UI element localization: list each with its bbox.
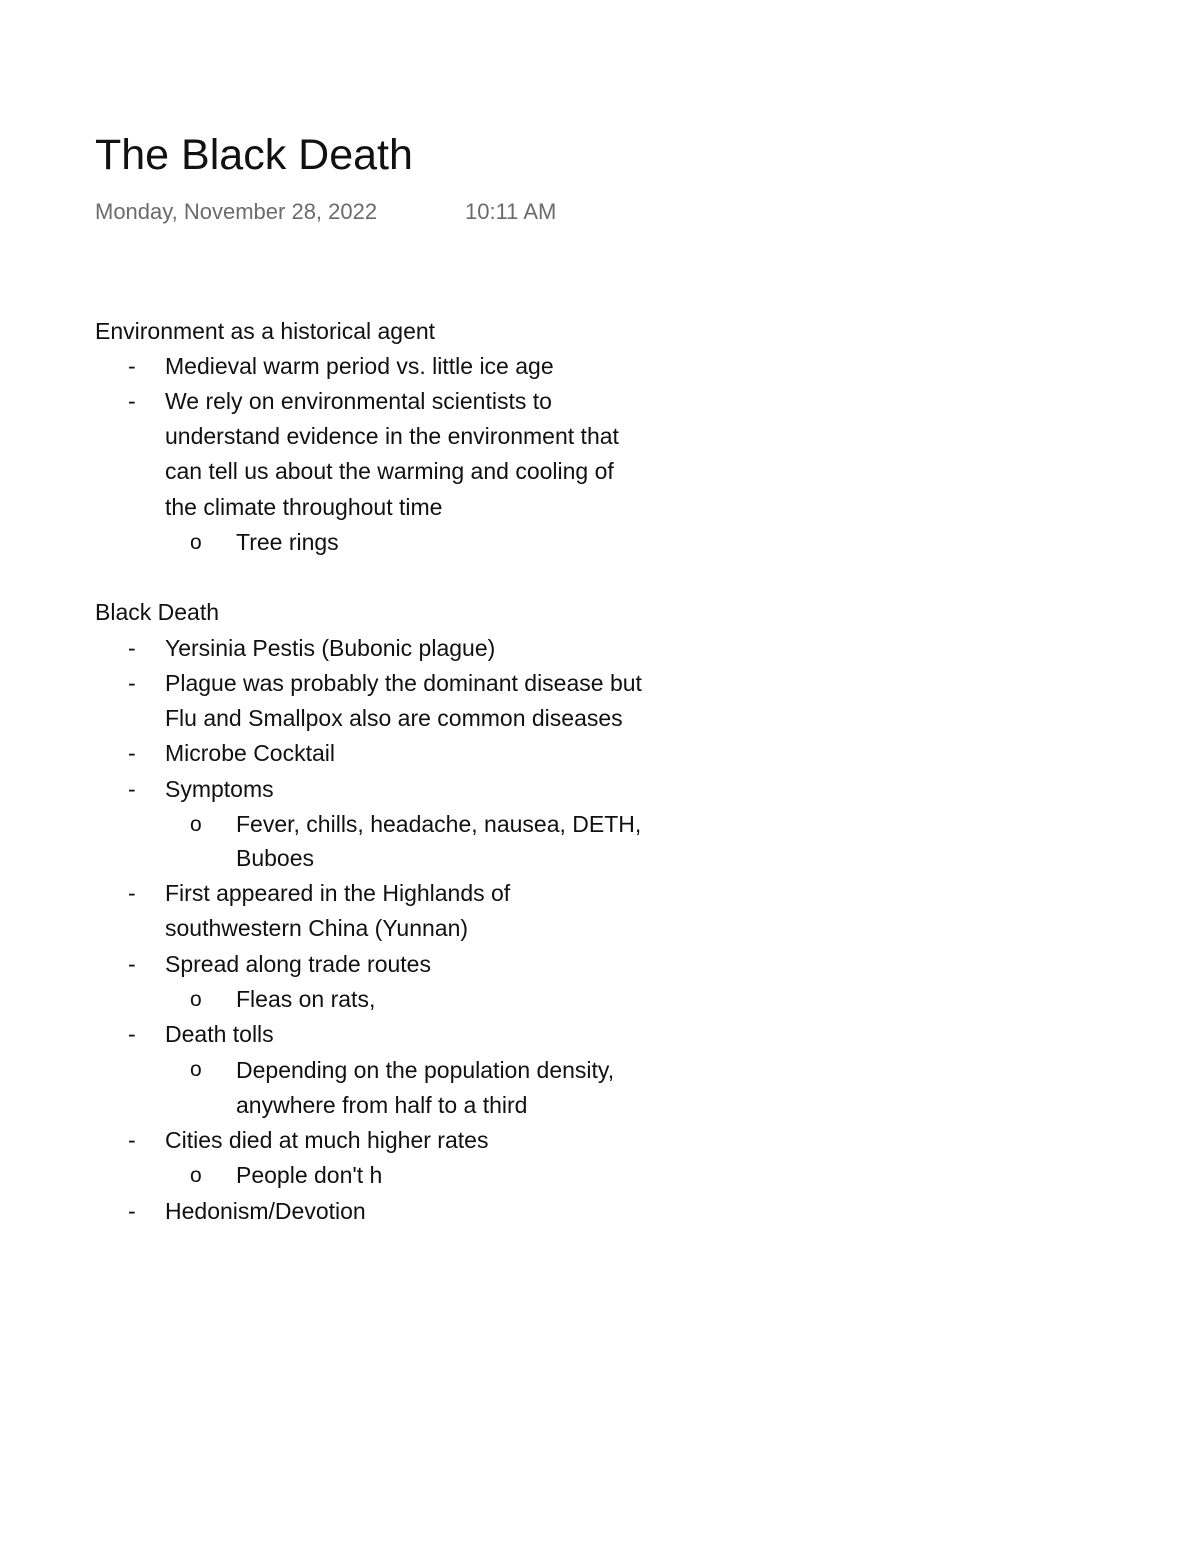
bullet-dash: -	[128, 880, 136, 906]
list-item-text: Symptoms	[165, 776, 274, 802]
list-item-text: southwestern China (Yunnan)	[165, 915, 469, 941]
list-item-text: understand evidence in the environment that	[165, 423, 619, 449]
list-item-text: Spread along trade routes	[165, 951, 431, 977]
list-item-text: We rely on environmental scientists to	[165, 388, 552, 414]
sub-item-text: Buboes	[236, 845, 315, 871]
bullet-circle: o	[190, 988, 202, 1011]
bullet-circle: o	[190, 813, 202, 836]
note-time: 10:11 AM	[465, 199, 557, 224]
list-item-text: Yersinia Pestis (Bubonic plague)	[165, 635, 496, 661]
bullet-dash: -	[128, 776, 136, 802]
bullet-dash: -	[128, 951, 136, 977]
bullet-dash: -	[128, 353, 136, 379]
sub-item-text: Fleas on rats,	[236, 986, 376, 1012]
section-heading-black-death: Black Death	[95, 599, 220, 625]
bullet-dash: -	[128, 670, 136, 696]
bullet-dash: -	[128, 1127, 136, 1153]
list-item-text: Death tolls	[165, 1021, 274, 1047]
bullet-circle: o	[190, 531, 202, 554]
list-item-text: Cities died at much higher rates	[165, 1127, 489, 1153]
section-heading-environment: Environment as a historical agent	[95, 318, 436, 344]
bullet-dash: -	[128, 388, 136, 414]
list-item-text: Microbe Cocktail	[165, 740, 335, 766]
list-item-text: can tell us about the warming and cooling of	[165, 458, 614, 484]
page-title: The Black Death	[95, 131, 413, 179]
sub-item-text: Depending on the population density,	[236, 1057, 615, 1083]
bullet-dash: -	[128, 1198, 136, 1224]
list-item-text: Plague was probably the dominant disease but	[165, 670, 642, 696]
list-item-text: Flu and Smallpox also are common diseases	[165, 705, 623, 731]
note-date: Monday, November 28, 2022	[95, 199, 378, 224]
bullet-circle: o	[190, 1164, 202, 1187]
page-metadata	[95, 199, 557, 225]
bullet-circle: o	[190, 1058, 202, 1081]
list-item-text: Medieval warm period vs. little ice age	[165, 353, 554, 379]
sub-item-text: anywhere from half to a third	[236, 1092, 528, 1118]
bullet-dash: -	[128, 740, 136, 766]
sub-item-text: Fever, chills, headache, nausea, DETH,	[236, 811, 642, 837]
list-item-text: Hedonism/Devotion	[165, 1198, 366, 1224]
sub-item-text: Tree rings	[236, 529, 339, 555]
bullet-dash: -	[128, 1021, 136, 1047]
list-item-text: First appeared in the Highlands of	[165, 880, 511, 906]
bullet-dash: -	[128, 635, 136, 661]
sub-item-text: People don't h	[236, 1162, 383, 1188]
list-item-text: the climate throughout time	[165, 494, 443, 520]
